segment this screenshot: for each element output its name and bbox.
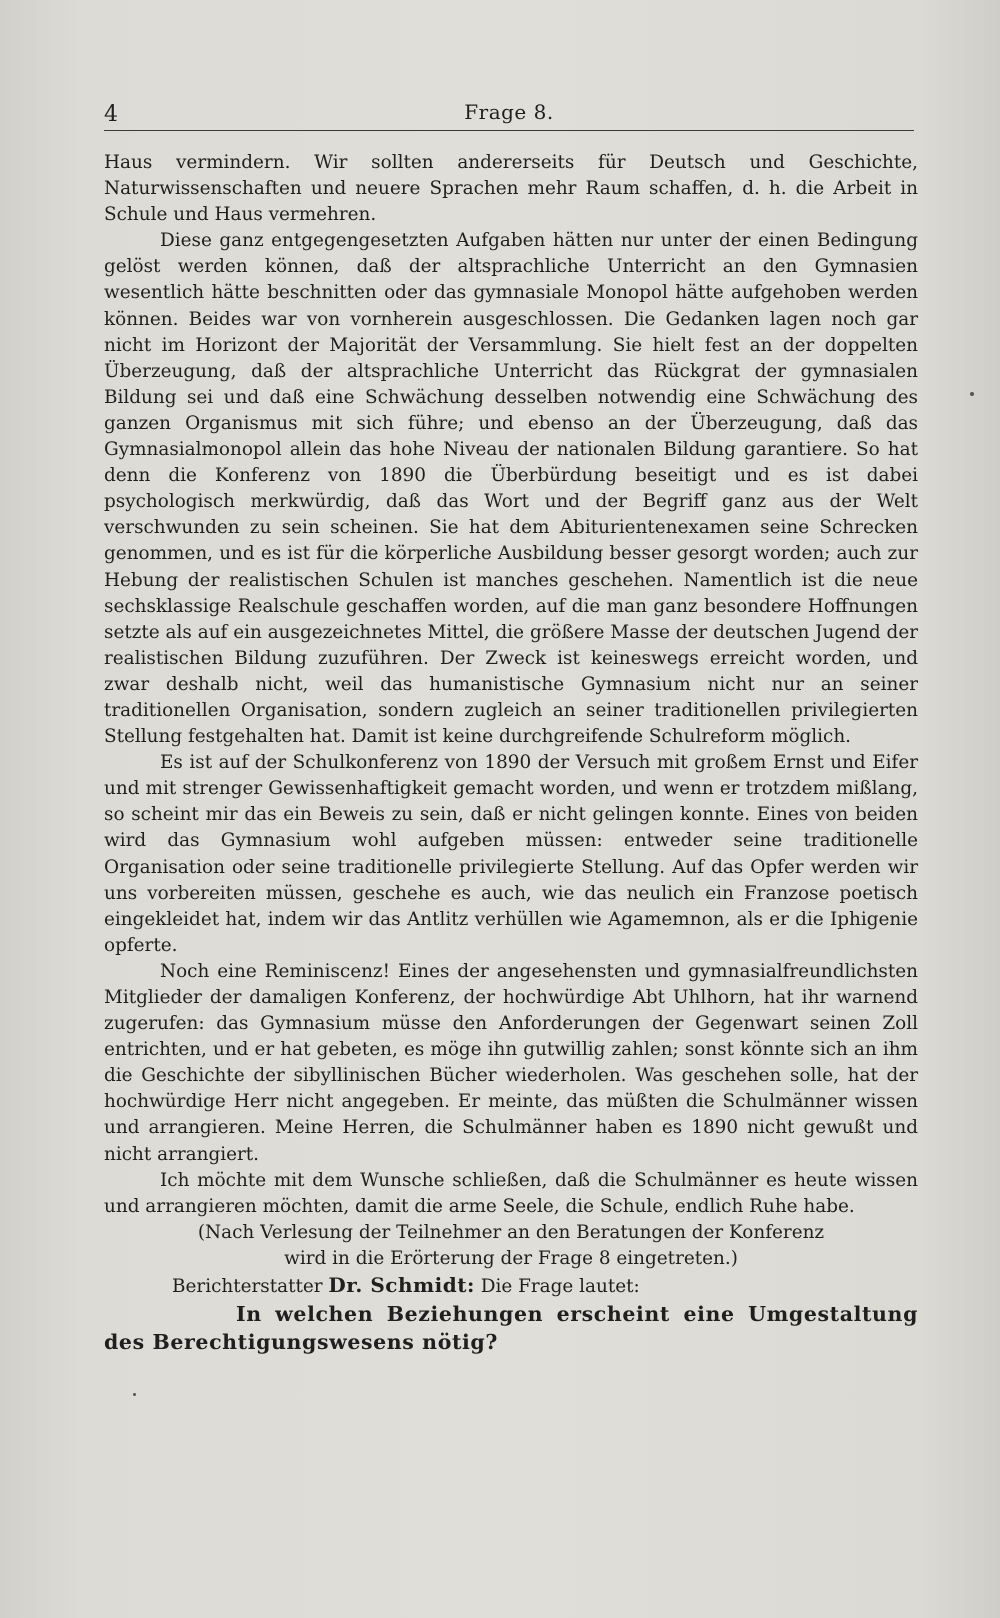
parenthetical-note: (Nach Verlesung der Teilnehmer an den Beratungen der Konferenz wird in die Erörterung der Frage 8 eingetreten.) [197, 1221, 825, 1269]
reporter-text: Die Frage lautet: [480, 1275, 640, 1297]
scan-speck [970, 392, 974, 396]
paragraph: Diese ganz entgegengesetzten Aufgaben hätten nur unter der einen Bedingung gelöst werden können, daß der altsprachliche Unterricht an den Gymnasien wesentlich hätte beschnitten oder das gymnasiale Monopol hätte aufgehoben werden können. Beides war von vornherein ausgeschlossen. Die Gedanken lagen noch gar nicht im Horizont der Majorität der Versammlung. Sie hielt fest an der doppelten Überzeugung, daß der altsprachliche Unterricht das Rückgrat der gymnasialen Bildung sei und daß eine Schwächung desselben notwendig eine Schwächung des ganzen Organismus mit sich führe; und ebenso an der Überzeugung, daß das Gymnasialmonopol allein das hohe Niveau der nationalen Bildung garantiere. So hat denn die Konferenz von 1890 die Überbürdung beseitigt und es ist dabei psychologisch merkwürdig, daß das Wort und der Begriff ganz aus der Welt verschwunden zu sein scheinen. Sie hat dem Abiturientenexamen seine Schrecken genommen, und es ist für die körperliche Ausbildung besser gesorgt worden; auch zur Hebung der realistischen Schulen ist manches geschehen. Namentlich ist die neue sechsklassige Realschule geschaffen worden, auf die man ganz besondere Hoffnungen setzte als auf ein ausgezeichnetes Mittel, die größere Masse der deutschen Jugend der realistischen Bildung zuzuführen. Der Zweck ist keineswegs erreicht worden, und zwar deshalb nicht, weil das humanistische Gymnasium nicht nur an seiner traditionellen Organisation, sondern zugleich an seiner traditionellen privilegierten Stellung festgehalten hat. Damit ist keine durchgreifende Schulreform möglich. [104, 230, 918, 748]
scan-speck [133, 1393, 136, 1396]
running-title: Frage 8. [464, 100, 554, 124]
reporter-line [104, 1272, 918, 1300]
paragraph: Es ist auf der Schulkonferenz von 1890 der Versuch mit großem Ernst und Eifer und mit strenger Gewissenhaftigkeit gemacht worden, und wenn er trotzdem mißlang, so scheint mir das ein Beweis zu sein, daß er nicht gelingen konnte. Eines von beiden wird das Gymnasium wohl aufgeben müssen: entweder seine traditionelle Organisation oder seine traditionelle privilegierte Stellung. Auf das Opfer werden wir uns vorbereiten müssen, geschehe es auch, wie das neulich ein Franzose poetisch eingekleidet hat, indem wir das Antlitz verhüllen wie Agamemnon, als er die Iphigenie opferte. [104, 752, 918, 956]
reporter-name: Dr. Schmidt: [328, 1272, 475, 1297]
page-header [104, 96, 914, 131]
paragraph-continuation: Haus vermindern. Wir sollten andererseits für Deutsch und Geschichte, Naturwissenschaften und neuere Sprachen mehr Raum schaffen, d. h. die Arbeit in Schule und Haus vermehren. [104, 152, 918, 226]
question-heading: In welchen Beziehungen erscheint eine Umgestaltung des Berechtigungswesens nötig? [104, 1301, 918, 1354]
page-number: 4 [104, 102, 118, 127]
paragraph: Noch eine Reminiscenz! Eines der angesehensten und gymnasialfreundlichsten Mitglieder der damaligen Konferenz, der hochwürdige Abt Uhlhorn, hat ihr warnend zugerufen: das Gymnasium müsse den Anforderungen der Gegenwart seinen Zoll entrichten, und er hat gebeten, es möge ihn gutwillig zahlen; sonst könnte sich an ihm die Geschichte der sibyllinischen Bücher wiederholen. Was geschehen solle, hat der hochwürdige Herr nicht angegeben. Er meinte, das müßten die Schulmänner wissen und arrangieren. Meine Herren, die Schulmänner haben es 1890 nicht gewußt und nicht arrangiert. [104, 960, 918, 1165]
body-text [104, 150, 918, 1356]
paragraph: Ich möchte mit dem Wunsche schließen, daß die Schulmänner es heute wissen und arrangieren möchten, damit die arme Seele, die Schule, endlich Ruhe habe. [104, 1169, 918, 1217]
reporter-label: Berichterstatter [172, 1275, 323, 1297]
